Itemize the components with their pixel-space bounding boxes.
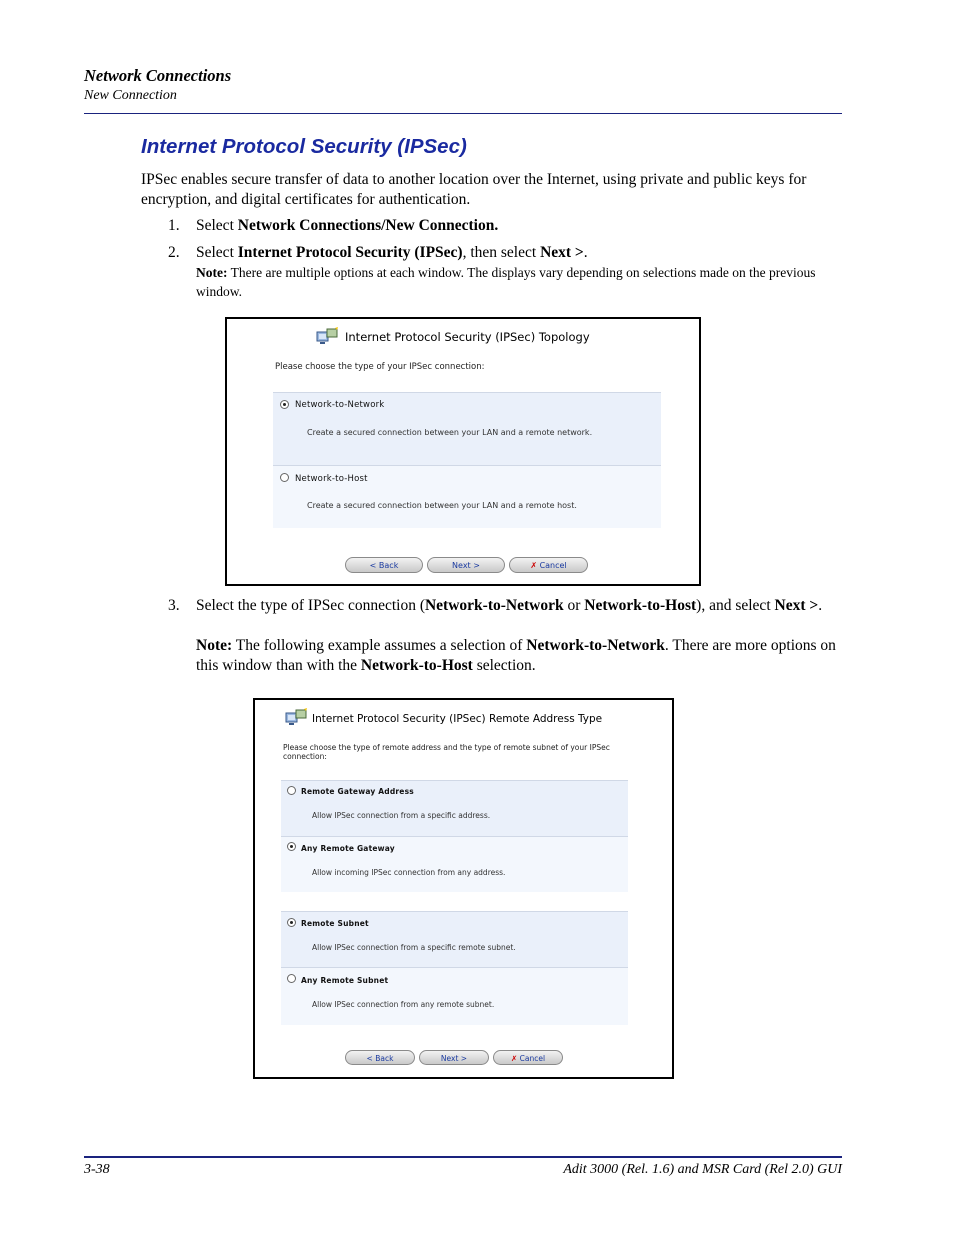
step-2-pre: Select <box>196 244 238 261</box>
step-3-or: or <box>563 597 585 614</box>
step-3-note-mid: . There are more options on this window than with the <box>196 637 836 674</box>
option-any-remote-subnet[interactable] <box>281 967 628 1025</box>
radio-remote-gateway-address[interactable] <box>287 786 296 795</box>
running-header-title: Network Connections <box>84 66 232 85</box>
screen2-title: Internet Protocol Security (IPSec) Remote Address Type <box>312 713 603 725</box>
option-label: Any Remote Subnet <box>301 976 389 985</box>
cancel-icon: ✗ <box>530 561 538 570</box>
screenshot-remote-address-type <box>253 698 674 1079</box>
cancel-button[interactable] <box>509 557 588 573</box>
running-header-subtitle: New Connection <box>84 88 177 103</box>
next-button[interactable]: Next > <box>427 557 505 573</box>
option-description: Create a secured connection between your LAN and a remote network. <box>307 428 593 437</box>
next-button[interactable]: Next > <box>419 1050 489 1065</box>
step-3-bold-n2h: Network-to-Host <box>584 597 697 614</box>
option-label: Network-to-Network <box>295 400 385 410</box>
cancel-button[interactable] <box>493 1050 563 1065</box>
option-network-to-host[interactable] <box>273 465 661 528</box>
screenshot-ipsec-topology <box>225 317 701 586</box>
option-network-to-network[interactable] <box>273 392 661 465</box>
radio-network-to-host[interactable] <box>280 473 289 482</box>
step-1-number: 1. <box>168 217 180 234</box>
step-2-post: . <box>583 244 588 261</box>
step-2-note-label: Note: <box>196 265 228 280</box>
radio-any-remote-gateway[interactable] <box>287 842 296 851</box>
option-remote-subnet[interactable] <box>281 911 628 967</box>
step-3-post: . <box>818 597 823 614</box>
radio-network-to-network[interactable] <box>280 400 289 409</box>
step-3 <box>168 596 180 616</box>
step-2-bold-ipsec: Internet Protocol Security (IPSec) <box>237 244 463 261</box>
header-rule <box>84 113 842 114</box>
step-3-mid: ), and select <box>696 597 775 614</box>
step-1-text <box>196 216 498 236</box>
footer-rule <box>84 1156 842 1158</box>
document-title: Adit 3000 (Rel. 1.6) and MSR Card (Rel 2.0) GUI <box>563 1162 842 1177</box>
option-label: Network-to-Host <box>295 474 368 484</box>
step-1-pre: Select <box>196 217 238 234</box>
step-2-bold-next: Next > <box>540 244 584 261</box>
step-1-bold: Network Connections/New Connection. <box>237 217 499 234</box>
cancel-icon: ✗ <box>510 1054 518 1063</box>
option-label: Any Remote Gateway <box>301 844 395 853</box>
step-3-note-label: Note: <box>196 637 233 654</box>
option-description: Allow IPSec connection from a specific remote subnet. <box>312 943 516 952</box>
step-3-bold-next: Next > <box>774 597 819 614</box>
option-any-remote-gateway[interactable] <box>281 836 628 892</box>
step-2-number: 2. <box>168 244 180 261</box>
cancel-label: Cancel <box>539 561 567 570</box>
step-3-note-post: selection. <box>472 657 536 674</box>
step-3-number: 3. <box>168 597 180 614</box>
step-3-note <box>196 636 846 676</box>
page-number: 3-38 <box>84 1162 110 1177</box>
screen2-prompt: Please choose the type of remote address and the type of remote subnet of your IPSec connection: <box>283 743 610 761</box>
option-remote-gateway-address[interactable] <box>281 780 628 836</box>
step-2-note-text: There are multiple options at each window. The displays vary depending on selections made on the previous window. <box>196 265 816 299</box>
step-3-bold-n2n: Network-to-Network <box>424 597 564 614</box>
option-description: Allow IPSec connection from any remote subnet. <box>312 1000 495 1009</box>
section-title: Internet Protocol Security (IPSec) <box>141 135 467 158</box>
radio-remote-subnet[interactable] <box>287 918 296 927</box>
option-description: Allow incoming IPSec connection from any address. <box>312 868 506 877</box>
intro-paragraph: IPSec enables secure transfer of data to another location over the Internet, using private and public keys for encryption, and digital certificates for authentication. <box>141 171 807 208</box>
step-3-text <box>196 596 846 616</box>
radio-any-remote-subnet[interactable] <box>287 974 296 983</box>
step-3-note-pre: The following example assumes a selection of <box>232 637 527 654</box>
step-2-mid: , then select <box>462 244 541 261</box>
step-3-note-bold-n2h: Network-to-Host <box>360 657 473 674</box>
step-2-text <box>196 243 588 263</box>
option-label: Remote Subnet <box>301 919 369 928</box>
network-connection-icon <box>316 327 340 347</box>
step-3-note-bold-n2n: Network-to-Network <box>526 637 665 654</box>
option-label: Remote Gateway Address <box>301 787 414 796</box>
back-button[interactable]: < Back <box>345 1050 415 1065</box>
step-1 <box>168 216 499 236</box>
screen1-prompt: Please choose the type of your IPSec connection: <box>275 362 485 372</box>
step-2-note <box>196 263 844 301</box>
option-description: Allow IPSec connection from a specific address. <box>312 811 491 820</box>
step-2 <box>168 243 588 263</box>
network-connection-icon <box>285 708 309 728</box>
step-3-pre: Select the type of IPSec connection ( <box>196 597 425 614</box>
screen1-title: Internet Protocol Security (IPSec) Topology <box>345 330 590 344</box>
cancel-label: Cancel <box>519 1054 546 1063</box>
option-description: Create a secured connection between your LAN and a remote host. <box>307 501 577 510</box>
back-button[interactable]: < Back <box>345 557 423 573</box>
